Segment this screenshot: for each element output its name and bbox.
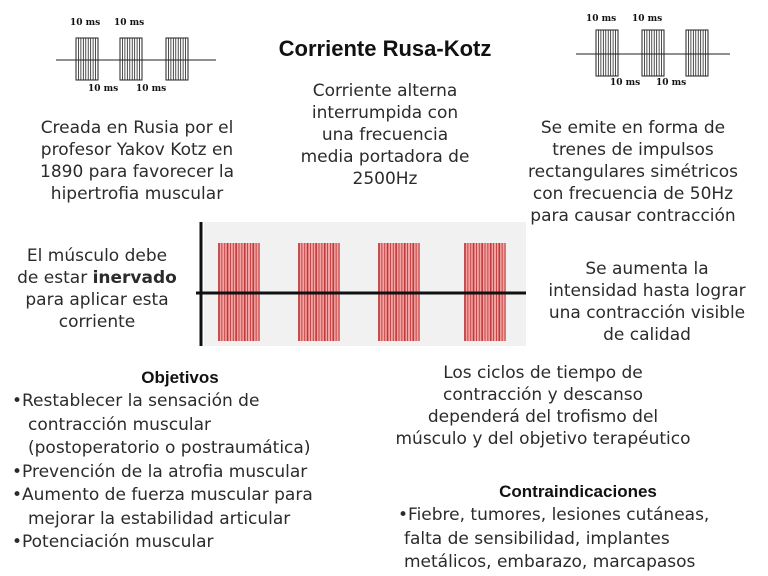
objective-item [12,531,352,555]
waveform-main-svg [196,222,526,346]
origin-description [12,117,262,205]
cycles-line: dependerá del trofismo del [427,407,659,427]
objectives-list [12,390,352,555]
innervation-note [4,245,190,333]
burst [686,30,708,76]
burst [596,30,618,76]
burst [76,38,98,80]
origin-line: Creada en Rusia por el [40,118,234,138]
innervation-pre: de estar [17,268,93,288]
carrier-line: Corriente alterna [312,81,458,101]
carrier-line: 2500Hz [352,169,418,189]
innervation-line [4,267,190,289]
pulse-line: trenes de impulsos [552,140,714,160]
contraindications-heading: Contraindicaciones [499,482,657,501]
pause-label-4: 10 ms [656,78,687,88]
page-title: Corriente Rusa-Kotz [278,36,492,61]
burst [166,38,188,80]
innervation-line: El músculo debe [26,246,168,266]
pulse-line: Se emite en forma de [540,118,726,138]
intensity-line: de calidad [603,325,691,345]
waveform-diagram-right [576,12,746,92]
objective-text: (postoperatorio o postraumática) [28,438,311,458]
carrier-description [262,80,508,190]
pause-label-2: 10 ms [136,84,167,94]
waveform-right-bursts [596,30,708,76]
contraindication-line: metálicos, embarazo, marcapasos [404,552,696,572]
origin-line: profesor Yakov Kotz en [40,140,234,160]
innervation-line: para aplicar esta [25,290,169,310]
innervation-bold: inervado [92,268,177,288]
intensity-line: Se aumenta la [585,259,709,279]
burst-label-2: 10 ms [114,18,145,28]
waveform-diagram-left [56,18,226,98]
objectives-heading: Objetivos [141,368,219,387]
intensity-line: una contracción visible [548,303,746,323]
innervation-line: corriente [58,312,136,332]
origin-line: hipertrofia muscular [50,184,224,204]
pulse-train-description [508,117,758,227]
carrier-line: media portadora de [300,147,470,167]
objective-text: Prevención de la atrofia muscular [22,461,308,482]
cycles-line: contracción y descanso [443,385,643,405]
burst-label-1: 10 ms [70,18,101,28]
burst-label-4: 10 ms [632,14,663,24]
cycles-line: músculo y del objetivo terapéutico [395,429,691,449]
carrier-line: interrumpida con [311,103,459,123]
contraindications-list [398,504,758,575]
pause-label-3: 10 ms [610,78,641,88]
objective-text: Restablecer la sensación de [22,391,260,411]
contraindication-line: falta de sensibilidad, implantes [404,528,670,549]
waveform-left-bursts [76,38,188,80]
pause-label-1: 10 ms [88,84,119,94]
objective-item [12,390,352,461]
intensity-line: intensidad hasta lograr [548,281,746,301]
intensity-note [530,258,764,346]
waveform-main [196,222,526,346]
objective-item [12,484,352,531]
objective-text: mejorar la estabilidad articular [28,508,291,529]
burst [642,30,664,76]
pulse-line: rectangulares simétricos [528,162,738,182]
contraindication-line: •Fiebre, tumores, lesiones cutáneas, [398,505,710,525]
pulse-line: con frecuencia de 50Hz [532,184,734,204]
pulse-line: para causar contracción [530,206,736,226]
burst-label-3: 10 ms [586,14,617,24]
objective-text: contracción muscular [28,414,212,435]
origin-line: 1890 para favorecer la [40,162,234,182]
cycles-note [368,362,718,450]
objective-text: Aumento de fuerza muscular para [22,485,313,505]
objective-item [12,461,352,485]
carrier-line: una frecuencia [321,125,449,145]
cycles-line: Los ciclos de tiempo de [443,363,643,383]
burst [120,38,142,80]
objective-text: Potenciación muscular [22,532,214,552]
